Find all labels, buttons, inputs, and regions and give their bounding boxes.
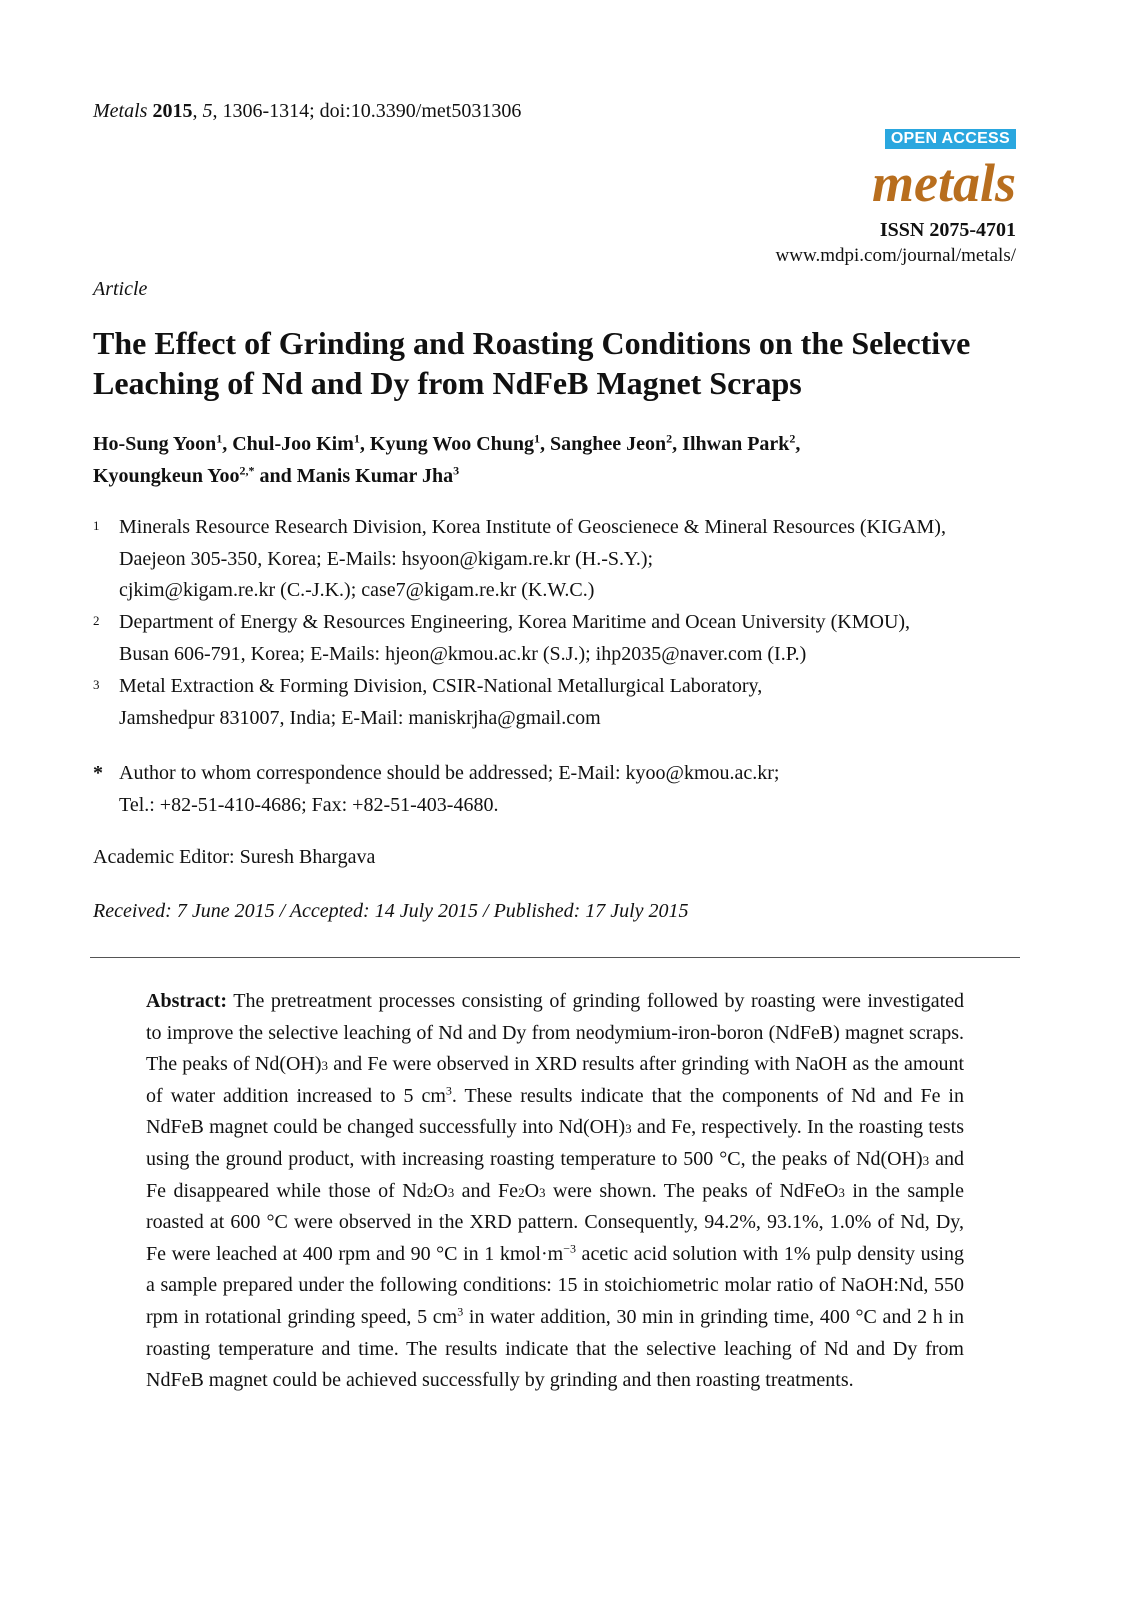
author-separator: , [540, 433, 551, 455]
author-separator: , [222, 433, 233, 455]
affiliation-line: Department of Energy & Resources Engineering, Korea Maritime and Ocean University (KMOU), [119, 611, 911, 633]
author-name: Manis Kumar Jha [296, 465, 454, 487]
journal-logo: metals [872, 153, 1016, 213]
abstract-text: were shown. The peaks of NdFeO [545, 1179, 839, 1202]
author-separator: , [672, 433, 683, 455]
correspondence-line: Author to whom correspondence should be addressed; E-Mail: kyoo@kmou.ac.kr; [119, 762, 780, 784]
affiliation [93, 607, 1033, 670]
abstract-text: in water addition, 30 min in grinding time, 400 °C and 2 h in roasting temperature and time. The results indicate that the selective leaching of Nd and Dy from NdFeB magnet could be achieved successfully by grinding and then roasting treatments. [146, 1305, 964, 1392]
author-affil-mark: 1 [534, 431, 541, 446]
abstract-text: The pretreatment processes consisting of grinding followed by roasting were investigated to improve the selective leaching of Nd and Dy from neodymium-iron-boron (NdFeB) magnet scraps. The peaks of Nd(OH) [146, 990, 964, 1076]
abstract-text: in the sample roasted at 600 °C were observed in the XRD pattern. Consequently, 94.2%, 93.1%, 1.0% of Nd, Dy, Fe were leached at 400 rpm and 90 °C in 1 kmol·m [146, 1179, 964, 1265]
academic-editor: Academic Editor: Suresh Bhargava [93, 846, 376, 868]
paper-title: The Effect of Grinding and Roasting Conditions on the Selective Leaching of Nd and Dy from NdFeB Magnet Scraps [93, 325, 971, 401]
author-affil-mark: 1 [353, 431, 360, 446]
superscript: −3 [563, 1241, 576, 1256]
author-separator: , [795, 433, 801, 455]
superscript: 3 [445, 1083, 452, 1098]
article-type: Article [93, 278, 148, 300]
affiliation-line: Minerals Resource Research Division, Korea Institute of Geoscienece & Mineral Resources (KIGAM), [119, 516, 946, 538]
affiliation-line: Metal Extraction & Forming Division, CSIR-National Metallurgical Laboratory, [119, 675, 763, 697]
author-name: Sanghee Jeon [550, 433, 667, 455]
correspondence-star: * [93, 762, 103, 784]
author-affil-mark: 2 [666, 431, 673, 446]
abstract-text: O [433, 1179, 448, 1202]
affiliation-line: cjkim@kigam.re.kr (C.-J.K.); case7@kigam.re.kr (K.W.C.) [119, 579, 595, 601]
author-name: Ilhwan Park [682, 433, 790, 455]
citation-year: 2015 [152, 100, 193, 122]
author-affil-mark: 3 [453, 463, 460, 478]
superscript: 3 [457, 1304, 464, 1319]
subscript: 3 [321, 1058, 329, 1074]
abstract-label: Abstract: [146, 990, 228, 1012]
author-separator: and [254, 465, 297, 487]
citation-line: Metals 2015, 5, 1306-1314; doi:10.3390/met5031306 [93, 100, 522, 122]
affiliation [93, 671, 1033, 734]
abstract-text: and Fe disappeared while those of Nd [146, 1147, 964, 1202]
subscript: 3 [838, 1184, 845, 1200]
abstract-text: . These results indicate that the components of Nd and Fe in NdFeB magnet could be changed successfully into Nd(OH) [146, 1084, 964, 1139]
affiliation-line: Daejeon 305-350, Korea; E-Mails: hsyoon@kigam.re.kr (H.-S.Y.); [119, 547, 654, 570]
affiliation-number: 2 [93, 613, 100, 628]
author-name: Kyoungkeun Yoo [93, 465, 240, 487]
subscript: 3 [447, 1184, 455, 1200]
abstract-text: and Fe were observed in XRD results after grinding with NaOH as the amount of water addition increased to 5 cm [146, 1053, 964, 1107]
subscript: 3 [625, 1121, 632, 1137]
author-separator: , [359, 433, 370, 455]
affiliation-line: Busan 606-791, Korea; E-Mails: hjeon@kmou.ac.kr (S.J.); ihp2035@naver.com (I.P.) [119, 642, 807, 665]
affiliation-line: Jamshedpur 831007, India; E-Mail: maniskrjha@gmail.com [119, 706, 601, 729]
abstract-text: and Fe [454, 1179, 519, 1202]
subscript: 2 [426, 1184, 434, 1200]
journal-name: Metals [93, 100, 148, 122]
affiliation-number: 3 [93, 677, 100, 692]
affiliation [93, 512, 1033, 607]
author-affil-mark: 2 [789, 431, 796, 446]
author-name: Ho-Sung Yoon [93, 433, 217, 455]
divider [90, 957, 1020, 958]
issn: ISSN 2075-4701 [879, 219, 1016, 241]
abstract-text: acetic acid solution with 1% pulp density using a sample prepared under the following conditions: 15 in stoichiometric molar ratio of NaOH:Nd, 550 rpm in rotational grinding speed, 5 cm [146, 1242, 964, 1328]
open-access-badge: OPEN ACCESS [885, 129, 1016, 149]
author-affil-mark: 2,* [239, 463, 255, 478]
subscript: 3 [922, 1152, 930, 1168]
affiliation-number: 1 [93, 518, 100, 533]
journal-url[interactable]: www.mdpi.com/journal/metals/ [775, 245, 1016, 266]
subscript: 3 [539, 1184, 546, 1200]
correspondence-line: Tel.: +82-51-410-4686; Fax: +82-51-403-4680. [119, 793, 499, 816]
publication-dates: Received: 7 June 2015 / Accepted: 14 July 2015 / Published: 17 July 2015 [93, 900, 689, 922]
author-list [93, 428, 1043, 492]
author-affil-mark: 1 [216, 431, 223, 446]
citation-pages-doi[interactable]: , 1306-1314; doi:10.3390/met5031306 [212, 100, 522, 122]
abstract-text: O [524, 1179, 540, 1202]
subscript: 2 [518, 1184, 525, 1200]
abstract [146, 986, 964, 1397]
abstract-text: and Fe, respectively. In the roasting tests using the ground product, with increasing roasting temperature to 500 °C, the peaks of Nd(OH) [146, 1116, 964, 1170]
correspondence [93, 758, 1033, 821]
author-name: Kyung Woo Chung [369, 433, 535, 455]
author-name: Chul-Joo Kim [232, 433, 354, 455]
citation-volume: 5 [202, 100, 213, 122]
